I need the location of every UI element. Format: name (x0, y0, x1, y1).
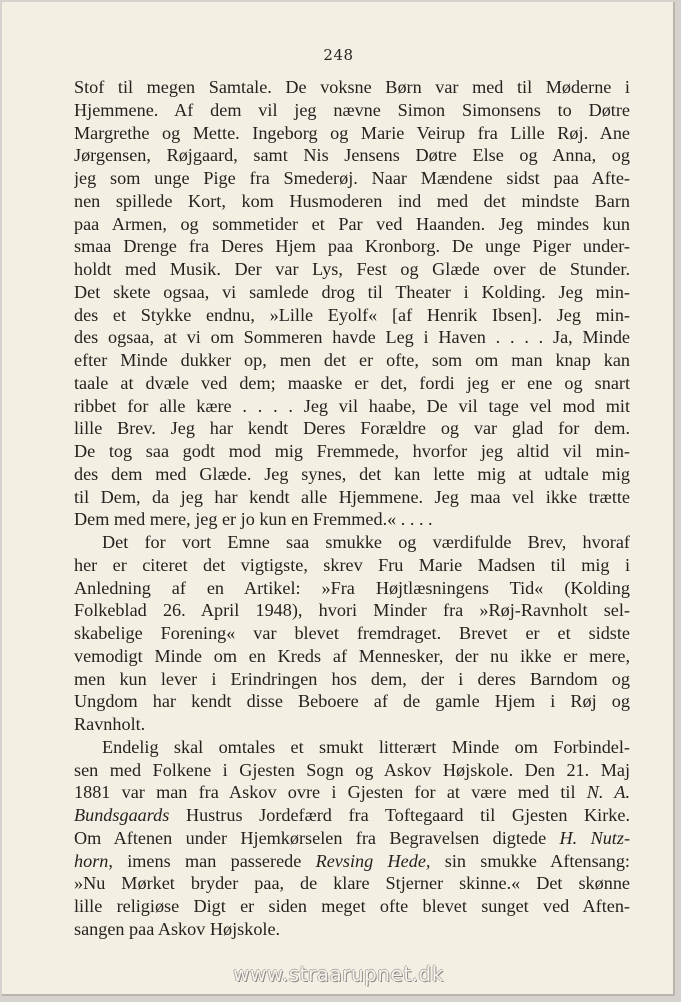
text-line: Anledning af en Artikel: »Fra Højtlæsningens Tid« (Kolding (74, 577, 630, 598)
text-line: ribbet for alle kære . . . . Jeg vil haabe, De vil tage vel mod mit (74, 395, 630, 416)
text-line: Folkeblad 26. April 1948), hvori Minder fra »Røj-Ravnholt sel- (74, 600, 630, 621)
text-line: her er citeret det vigtigste, skrev Fru Marie Madsen til mig i (74, 554, 630, 575)
text-line: vemodigt Minde om en Kreds af Mennesker, der nu ikke er mere, (74, 645, 630, 666)
text-line: sen med Folkene i Gjesten Sogn og Askov Højskole. Den 21. Maj (74, 759, 630, 780)
text-line: »Nu Mørket bryder paa, de klare Stjerner skinne.« Det skønne (74, 873, 630, 894)
text-line: skabelige Forening« var blevet fremdraget. Brevet er et sidste (74, 623, 630, 643)
text-line: horn, imens man passerede Revsing Hede, sin smukke Aftensang: (74, 850, 630, 871)
text-line: smaa Drenge fra Deres Hjem paa Kronborg. De unge Piger under- (74, 236, 630, 257)
text-line: Hjemmene. Af dem vil jeg nævne Simon Simonsens to Døtre (74, 99, 630, 120)
site-watermark: www.straarupnet.dk (233, 962, 444, 986)
text-line: til Dem, da jeg har kendt alle Hjemmene. Jeg maa vel ikke trætte (74, 486, 630, 507)
text-line: sangen paa Askov Højskole. (74, 918, 281, 939)
text-line: lille religiøse Digt er siden meget ofte blevet sunget ved Aften- (74, 896, 630, 916)
page-number: 248 (323, 46, 354, 64)
book-page (2, 2, 675, 996)
text-line: Om Aftenen under Hjemkørselen fra Begravelsen digtede H. Nutz- (74, 827, 630, 848)
text-line: des dem med Glæde. Jeg synes, det kan lette mig at udtale mig (74, 463, 630, 484)
text-line: Ungdom har kendt disse Beboere af de gamle Hjem i Røj og (74, 691, 630, 712)
text-line: jeg som unge Pige fra Smederøj. Naar Mændene sidst paa Afte- (74, 168, 630, 188)
text-line: Dem med mere, jeg er jo kun en Fremmed.« . . . . (74, 509, 433, 530)
text-line: holdt med Musik. Der var Lys, Fest og Glæde over de Stunder. (74, 259, 630, 279)
text-line: des ogsaa, at vi om Sommeren havde Leg i Haven . . . . Ja, Minde (74, 327, 630, 348)
text-line: 1881 var man fra Askov ovre i Gjesten for at være med til N. A. (74, 782, 630, 803)
text-line: Det for vort Emne saa smukke og værdifulde Brev, hvoraf (102, 532, 630, 552)
body-text (74, 76, 630, 941)
text-line: lille Brev. Jeg har kendt Deres Forældre og var glad for dem. (74, 418, 630, 439)
text-line: Jørgensen, Røjgaard, samt Nis Jensens Døtre Else og Anna, og (74, 145, 630, 166)
text-line: Ravnholt. (74, 714, 146, 734)
text-line: des et Stykke endnu, »Lille Eyolf« [af Henrik Ibsen]. Jeg min- (74, 304, 630, 325)
text-line: Endelig skal omtales et smukt litterært Minde om Forbindel- (102, 736, 630, 757)
text-line: men kun lever i Erindringen hos dem, der i deres Barndom og (74, 668, 630, 689)
text-line: Stof til megen Samtale. De voksne Børn var med til Møderne i (74, 77, 630, 97)
text-line: taale at dvæle ved dem; maaske er det, fordi jeg er ene og snart (74, 372, 630, 393)
text-line: nen spillede Kort, kom Husmoderen ind med det mindste Barn (74, 190, 630, 211)
text-line: efter Minde dukker op, men det er ofte, som om man knap kan (74, 350, 630, 370)
text-line: Bundsgaards Hustrus Jordefærd fra Toftegaard til Gjesten Kirke. (74, 805, 630, 825)
text-line: Det skete ogsaa, vi samlede drog til Theater i Kolding. Jeg min- (74, 281, 630, 302)
text-line: paa Armen, og sommetider et Par ved Haanden. Jeg mindes kun (74, 213, 630, 234)
text-line: De tog saa godt mod mig Fremmede, hvorfor jeg altid vil min- (74, 441, 630, 461)
text-line: Margrethe og Mette. Ingeborg og Marie Veirup fra Lille Røj. Ane (74, 122, 630, 143)
